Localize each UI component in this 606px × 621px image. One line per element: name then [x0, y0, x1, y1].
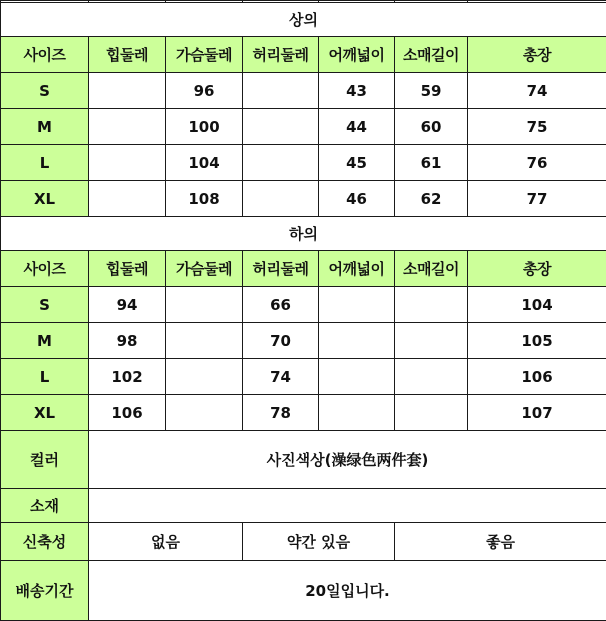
length-cell: 106 [468, 359, 606, 395]
material-row [1, 489, 606, 523]
size-cell: L [1, 359, 89, 395]
shoulder-cell [319, 323, 395, 359]
size-cell: XL [1, 395, 89, 431]
waist-cell [243, 73, 319, 109]
table-row [1, 359, 606, 395]
waist-cell [243, 181, 319, 217]
waist-cell: 78 [243, 395, 319, 431]
shoulder-cell: 46 [319, 181, 395, 217]
shoulder-cell: 45 [319, 145, 395, 181]
chest-cell [166, 359, 243, 395]
table-row [1, 181, 606, 217]
length-cell: 76 [468, 145, 606, 181]
waist-cell [243, 145, 319, 181]
header-shoulder: 어깨넓이 [319, 251, 395, 287]
size-cell: S [1, 287, 89, 323]
header-sleeve: 소매길이 [395, 251, 468, 287]
header-length: 총장 [468, 37, 606, 73]
size-cell: S [1, 73, 89, 109]
table-row [1, 145, 606, 181]
elasticity-label: 신축성 [1, 523, 89, 561]
chest-cell [166, 287, 243, 323]
sleeve-cell: 59 [395, 73, 468, 109]
color-value: 사진색상(澡绿色两件套) [89, 431, 606, 489]
delivery-row [1, 561, 606, 621]
chest-cell: 104 [166, 145, 243, 181]
header-waist: 허리둘레 [243, 251, 319, 287]
shoulder-cell [319, 395, 395, 431]
shoulder-cell [319, 359, 395, 395]
hip-cell: 102 [89, 359, 166, 395]
length-cell: 74 [468, 73, 606, 109]
waist-cell: 74 [243, 359, 319, 395]
table-row [1, 287, 606, 323]
header-hip: 힙둘레 [89, 251, 166, 287]
bottom-header-row [1, 251, 606, 287]
size-cell: M [1, 323, 89, 359]
sleeve-cell [395, 323, 468, 359]
top-header-row [1, 37, 606, 73]
chest-cell: 100 [166, 109, 243, 145]
sleeve-cell [395, 359, 468, 395]
sleeve-cell: 62 [395, 181, 468, 217]
material-label: 소재 [1, 489, 89, 523]
hip-cell: 94 [89, 287, 166, 323]
shoulder-cell: 44 [319, 109, 395, 145]
elasticity-option-none: 없음 [89, 523, 243, 561]
size-cell: L [1, 145, 89, 181]
header-length: 총장 [468, 251, 606, 287]
length-cell: 107 [468, 395, 606, 431]
shoulder-cell [319, 287, 395, 323]
bottom-section-title: 하의 [1, 217, 606, 251]
sleeve-cell [395, 395, 468, 431]
table-row [1, 73, 606, 109]
length-cell: 104 [468, 287, 606, 323]
header-shoulder: 어깨넓이 [319, 37, 395, 73]
waist-cell: 66 [243, 287, 319, 323]
waist-cell [243, 109, 319, 145]
table-row [1, 109, 606, 145]
size-cell: M [1, 109, 89, 145]
color-label: 컬러 [1, 431, 89, 489]
hip-cell: 98 [89, 323, 166, 359]
header-size: 사이즈 [1, 37, 89, 73]
delivery-label: 배송기간 [1, 561, 89, 621]
header-hip: 힙둘레 [89, 37, 166, 73]
hip-cell [89, 181, 166, 217]
size-cell: XL [1, 181, 89, 217]
sleeve-cell: 61 [395, 145, 468, 181]
chest-cell [166, 323, 243, 359]
hip-cell [89, 109, 166, 145]
hip-cell [89, 145, 166, 181]
length-cell: 77 [468, 181, 606, 217]
hip-cell: 106 [89, 395, 166, 431]
header-size: 사이즈 [1, 251, 89, 287]
color-row [1, 431, 606, 489]
header-chest: 가슴둘레 [166, 37, 243, 73]
chest-cell: 96 [166, 73, 243, 109]
elasticity-row [1, 523, 606, 561]
length-cell: 75 [468, 109, 606, 145]
header-waist: 허리둘레 [243, 37, 319, 73]
table-row [1, 323, 606, 359]
elasticity-option-some: 약간 있음 [243, 523, 395, 561]
header-sleeve: 소매길이 [395, 37, 468, 73]
sleeve-cell [395, 287, 468, 323]
top-section-title: 상의 [1, 3, 606, 37]
header-chest: 가슴둘레 [166, 251, 243, 287]
hip-cell [89, 73, 166, 109]
chest-cell [166, 395, 243, 431]
material-value [89, 489, 606, 523]
length-cell: 105 [468, 323, 606, 359]
chest-cell: 108 [166, 181, 243, 217]
delivery-value: 20일입니다. [89, 561, 606, 621]
sleeve-cell: 60 [395, 109, 468, 145]
elasticity-option-good: 좋음 [395, 523, 606, 561]
table-row [1, 395, 606, 431]
waist-cell: 70 [243, 323, 319, 359]
shoulder-cell: 43 [319, 73, 395, 109]
